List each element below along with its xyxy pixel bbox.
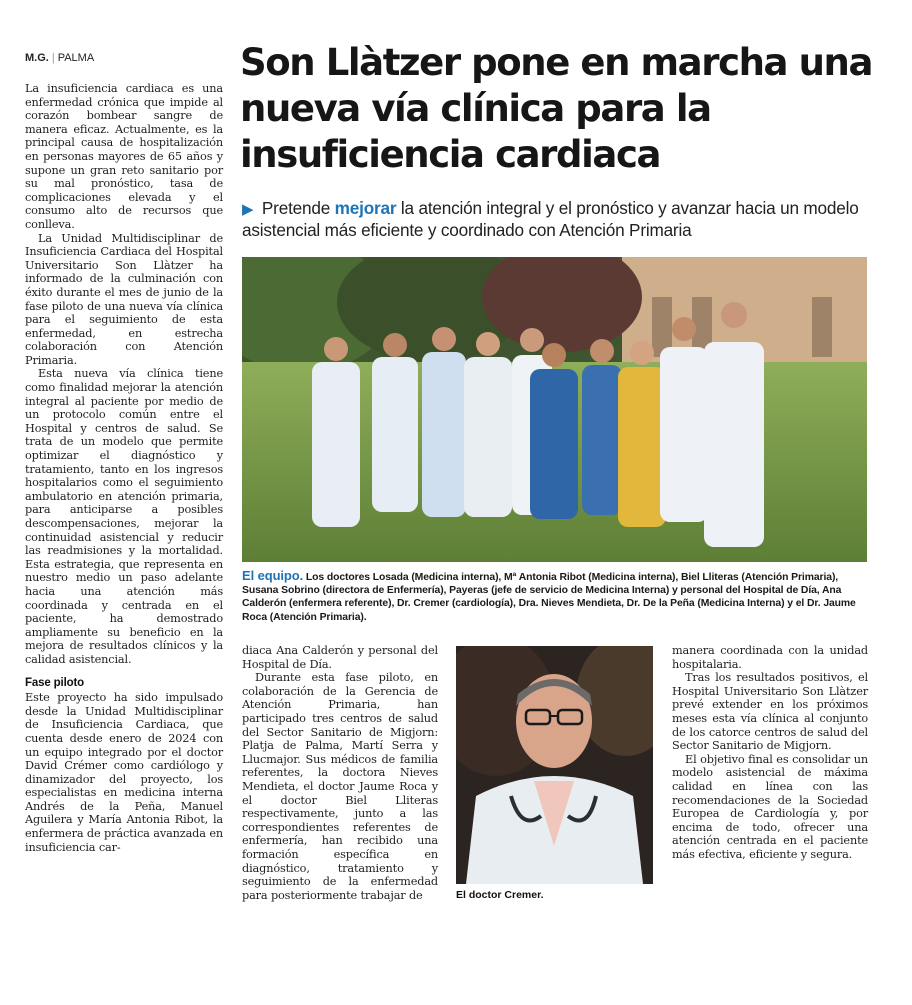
article-column-4 bbox=[672, 644, 868, 862]
portrait-caption: El doctor Cremer. bbox=[456, 889, 544, 901]
doctor-portrait bbox=[456, 646, 653, 884]
photo-caption-text: Los doctores Losada (Medicina interna), Mª Antonia Ribot (Medicina interna), Biel Lliteras (Atención Primaria), Susana Sobrino (directora de Enfermería), Payeras (jefe de servicio de Medicina Interna) y personal del Hospital de Día, Ana Calderón (enfermera referente), Dr. Cremer (cardiología), Dra. Nieves Mendieta, Dr. De la Peña (Medicina Interna) y el Dr. Jaume Roca (Atención Primaria). bbox=[242, 572, 856, 623]
photo-caption-label: El equipo. bbox=[242, 568, 304, 583]
subhead-highlight: mejorar bbox=[334, 198, 397, 218]
team-photo-image bbox=[242, 257, 867, 562]
paragraph: La insuficiencia cardiaca es una enfermedad crónica que impide al corazón bombear sangre de manera eficaz. Actualmente, es la principal causa de hospitalización en personas mayores de 65 años y supone un gran reto sanitario por su mal pronóstico, tasa de complicaciones elevada y el consumo alto de recursos que conlleva. bbox=[25, 82, 223, 231]
byline: M.G. | PALMA bbox=[25, 52, 95, 64]
headline: Son Llàtzer pone en marcha una nueva vía clínica para la insuficiencia cardiaca bbox=[240, 41, 873, 176]
paragraph: Tras los resultados positivos, el Hospital Universitario Son Llàtzer prevé extender en los próximos meses esta vía clínica al conjunto de los catorce centros de salud del Sector Sanitario de Migjorn. bbox=[672, 671, 868, 753]
byline-location: PALMA bbox=[57, 52, 95, 64]
paragraph: diaca Ana Calderón y personal del Hospital de Día. bbox=[242, 644, 438, 671]
byline-author: M.G. bbox=[25, 52, 49, 64]
paragraph: Durante esta fase piloto, en colaboración de la Gerencia de Atención Primaria, han participado tres centros de salud del Sector Sanitario de Migjorn: Platja de Palma, Martí Serra y Llucmajor. Sus médicos de familia referentes, la doctora Nieves Mendieta, el doctor Jaume Roca y el doctor Biel Lliteras respectivamente, junto a las correspondientes referentes de enfermería, han recibido una formación específica en diagnóstico, tratamiento y seguimiento de la enfermedad para posteriormente trabajar de bbox=[242, 671, 438, 902]
subhead-after: la atención integral y el pronóstico y avanzar hacia un modelo asistencial más eficiente y coordinado con Atención Primaria bbox=[242, 198, 859, 240]
paragraph: El objetivo final es consolidar un modelo asistencial de máxima calidad en línea con las recomendaciones de la Sociedad Europea de Cardiología y, por encima de todo, ofrecer una atención centrada en el paciente más efectiva, eficiente y segura. bbox=[672, 752, 868, 861]
doctor-portrait-image bbox=[456, 646, 653, 884]
article-column-1 bbox=[25, 82, 223, 854]
paragraph: manera coordinada con la unidad hospitalaria. bbox=[672, 644, 868, 671]
paragraph: Este proyecto ha sido impulsado desde la Unidad Multidisciplinar de Insuficiencia Cardiaca, que cuenta desde enero de 2024 con un equipo integrado por el doctor David Crémer como cardiólogo y dinamizador del proyecto, los especialistas en medicina interna Andrés de la Peña, Manuel Aguilera y María Antonia Ribot, la enfermera de práctica avanzada en insuficiencia car- bbox=[25, 691, 223, 854]
subhead bbox=[242, 198, 877, 241]
paragraph: La Unidad Multidisciplinar de Insuficiencia Cardiaca del Hospital Universitario Son Llàtzer ha informado de la culminación con éxito durante el mes de junio de la fase piloto de una nueva vía clínica para el seguimiento de esta enfermedad, en estrecha colaboración con Atención Primaria. bbox=[25, 231, 223, 367]
subhead-before: Pretende bbox=[261, 198, 331, 218]
team-photo bbox=[242, 257, 867, 562]
paragraph: Esta nueva vía clínica tiene como finalidad mejorar la atención integral al paciente por medio de un protocolo común entre el Hospital y centros de salud. Se trata de un modelo que permite optimizar el diagnóstico y tratamiento, tanto en los ingresos hospitalarios como el seguimiento ambulatorio en atención primaria, para anticiparse a posibles descompensaciones, mejorar la continuidad asistencial y reducir las readmisiones y la mortalidad. Esta estrategia, que representa en nuestro medio un paso adelante hacia una atención más coordinada y centrada en el paciente, ha demostrado ampliamente su beneficio en la mejora de resultados clínicos y la calidad asistencial. bbox=[25, 367, 223, 666]
article-column-2 bbox=[242, 644, 438, 902]
section-title: Fase piloto bbox=[25, 676, 85, 689]
triangle-bullet-icon: ▶ bbox=[242, 201, 254, 218]
photo-caption bbox=[242, 569, 868, 624]
